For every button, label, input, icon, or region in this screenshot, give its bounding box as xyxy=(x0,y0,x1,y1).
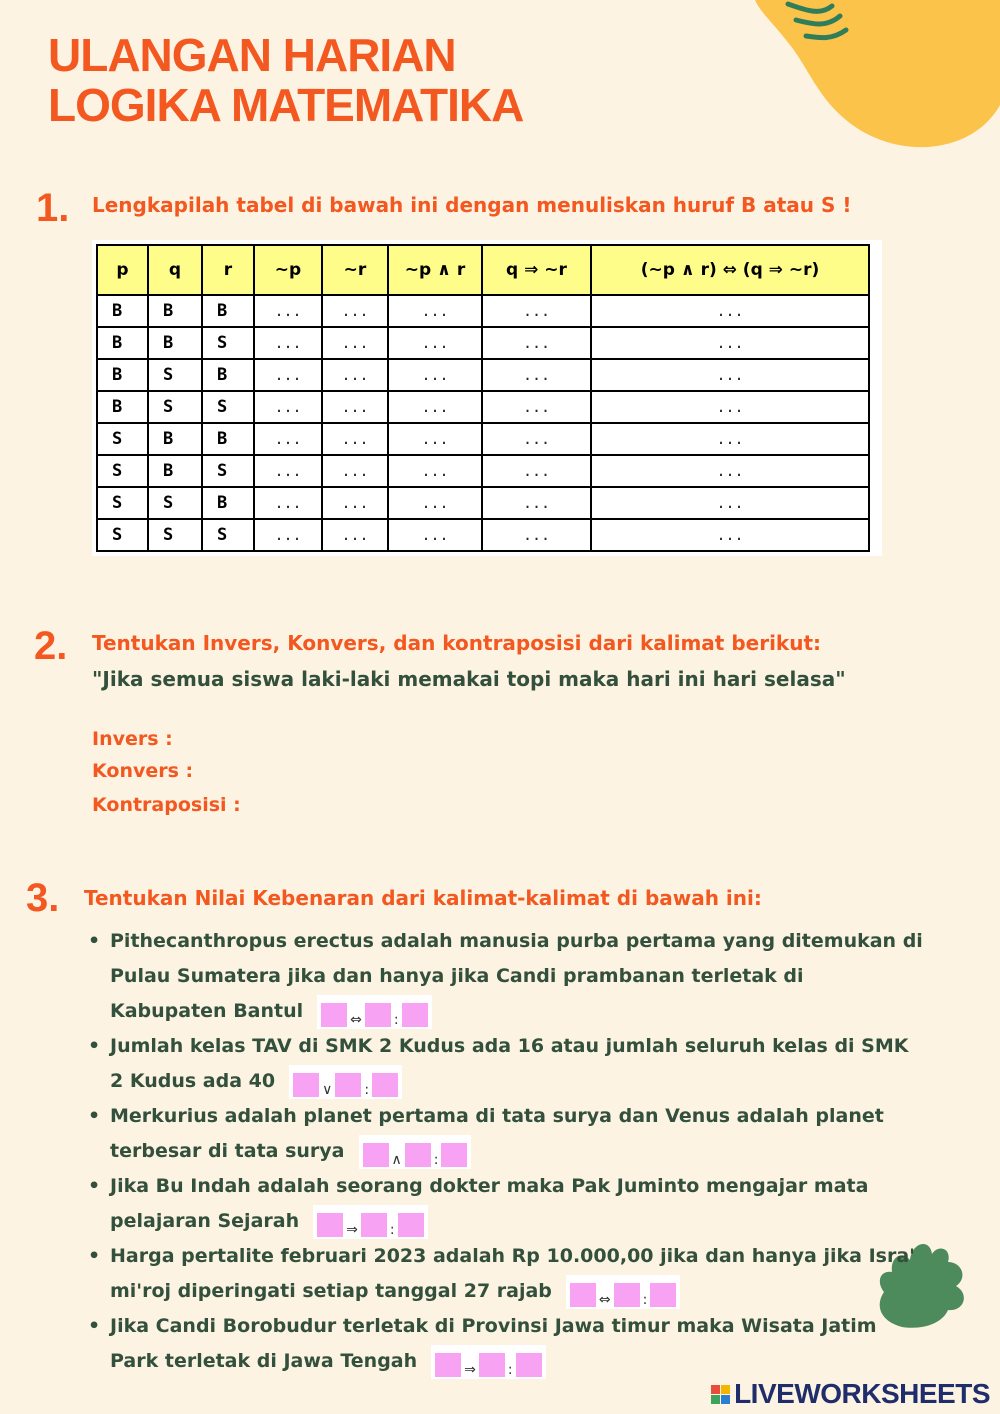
kontraposisi-label: Kontraposisi : xyxy=(92,794,241,816)
truth-value-cell: S xyxy=(202,327,254,359)
column-header: ~p ∧ r xyxy=(388,245,482,295)
truth-answer-group xyxy=(317,995,431,1029)
column-header: ~r xyxy=(322,245,388,295)
question-2-number: 2. xyxy=(34,624,68,668)
answer-box-right[interactable] xyxy=(361,1213,387,1237)
answer-cell[interactable]: ... xyxy=(388,423,482,455)
answer-box-right[interactable] xyxy=(365,1003,391,1027)
question-1-instruction: Lengkapilah tabel di bawah ini dengan menuliskan huruf B atau S ! xyxy=(92,193,852,217)
statement-text: Jika Candi Borobudur terletak di Provinsi Jawa timur maka Wisata Jatim Park terletak di Jawa Tengah xyxy=(110,1315,877,1372)
table-row xyxy=(97,295,869,327)
column-header: ~p xyxy=(254,245,322,295)
table-row xyxy=(97,423,869,455)
separator-symbol: : xyxy=(642,1291,648,1308)
answer-box-left[interactable] xyxy=(293,1073,319,1097)
column-header: (~p ∧ r) ⇔ (q ⇒ ~r) xyxy=(591,245,869,295)
column-header: q xyxy=(148,245,202,295)
answer-cell[interactable]: ... xyxy=(482,359,591,391)
answer-cell[interactable]: ... xyxy=(591,327,869,359)
truth-answer-group xyxy=(289,1065,402,1099)
answer-cell[interactable]: ... xyxy=(254,487,322,519)
answer-cell[interactable]: ... xyxy=(388,327,482,359)
answer-cell[interactable]: ... xyxy=(388,519,482,551)
truth-answer-group xyxy=(313,1205,427,1239)
answer-cell[interactable]: ... xyxy=(591,455,869,487)
separator-symbol: : xyxy=(507,1361,513,1378)
answer-cell[interactable]: ... xyxy=(388,487,482,519)
answer-box-right[interactable] xyxy=(335,1073,361,1097)
column-header: r xyxy=(202,245,254,295)
table-row xyxy=(97,327,869,359)
truth-value-cell: B xyxy=(97,327,148,359)
answer-cell[interactable]: ... xyxy=(388,455,482,487)
answer-box-result[interactable] xyxy=(441,1143,467,1167)
page-title xyxy=(48,30,523,130)
operator-symbol: ⇒ xyxy=(346,1221,358,1238)
invers-label: Invers : xyxy=(92,728,173,750)
corner-blob-decoration xyxy=(750,0,1000,160)
answer-cell[interactable]: ... xyxy=(591,295,869,327)
statement-text: Jumlah kelas TAV di SMK 2 Kudus ada 16 atau jumlah seluruh kelas di SMK 2 Kudus ada 40 xyxy=(110,1035,909,1092)
answer-cell[interactable]: ... xyxy=(591,359,869,391)
table-row xyxy=(97,487,869,519)
truth-value-cell: B xyxy=(97,295,148,327)
truth-value-cell: S xyxy=(148,519,202,551)
answer-box-left[interactable] xyxy=(435,1353,461,1377)
truth-value-cell: S xyxy=(202,519,254,551)
answer-box-result[interactable] xyxy=(398,1213,424,1237)
answer-cell[interactable]: ... xyxy=(591,391,869,423)
answer-box-result[interactable] xyxy=(372,1073,398,1097)
truth-value-cell: S xyxy=(97,455,148,487)
answer-cell[interactable]: ... xyxy=(388,391,482,423)
statement-text: Merkurius adalah planet pertama di tata surya dan Venus adalah planet terbesar di tata surya xyxy=(110,1105,884,1162)
list-item xyxy=(84,1099,924,1169)
question-1-number: 1. xyxy=(36,186,70,230)
separator-symbol: : xyxy=(433,1151,439,1168)
answer-cell[interactable]: ... xyxy=(482,327,591,359)
title-line-1: ULANGAN HARIAN xyxy=(48,29,456,81)
answer-cell[interactable]: ... xyxy=(254,295,322,327)
truth-value-cell: B xyxy=(97,391,148,423)
truth-value-cell: S xyxy=(148,391,202,423)
statement-text: Harga pertalite februari 2023 adalah Rp 10.000,00 jika dan hanya jika Isra' mi'roj diperingati setiap tanggal 27 rajab xyxy=(110,1245,915,1302)
answer-box-result[interactable] xyxy=(650,1283,676,1307)
operator-symbol: ∨ xyxy=(322,1081,333,1098)
answer-box-right[interactable] xyxy=(479,1353,505,1377)
truth-value-cell: B xyxy=(148,455,202,487)
truth-value-cell: B xyxy=(148,295,202,327)
truth-answer-group xyxy=(431,1345,545,1379)
list-item xyxy=(84,1169,924,1239)
answer-cell[interactable]: ... xyxy=(322,423,388,455)
answer-cell[interactable]: ... xyxy=(482,295,591,327)
answer-box-result[interactable] xyxy=(516,1353,542,1377)
answer-box-left[interactable] xyxy=(570,1283,596,1307)
question-2-statement: "Jika semua siswa laki-laki memakai topi maka hari ini hari selasa" xyxy=(92,667,846,691)
truth-value-cell: B xyxy=(148,327,202,359)
table-row xyxy=(97,391,869,423)
truth-table xyxy=(96,244,870,552)
statement-list xyxy=(84,924,924,1379)
question-2-instruction: Tentukan Invers, Konvers, dan kontraposisi dari kalimat berikut: xyxy=(92,631,822,655)
answer-cell[interactable]: ... xyxy=(254,327,322,359)
truth-value-cell: S xyxy=(148,359,202,391)
answer-cell[interactable]: ... xyxy=(482,423,591,455)
truth-value-cell: S xyxy=(148,487,202,519)
table-row xyxy=(97,519,869,551)
operator-symbol: ∧ xyxy=(391,1151,402,1168)
answer-cell[interactable]: ... xyxy=(254,455,322,487)
logo-icon xyxy=(711,1385,730,1404)
truth-value-cell: B xyxy=(97,359,148,391)
answer-box-left[interactable] xyxy=(317,1213,343,1237)
answer-cell[interactable]: ... xyxy=(322,455,388,487)
answer-cell[interactable]: ... xyxy=(254,391,322,423)
answer-box-left[interactable] xyxy=(321,1003,347,1027)
konvers-label: Konvers : xyxy=(92,760,194,782)
answer-cell[interactable]: ... xyxy=(322,391,388,423)
operator-symbol: ⇒ xyxy=(464,1361,476,1378)
answer-cell[interactable]: ... xyxy=(388,359,482,391)
liveworksheets-logo xyxy=(711,1378,990,1410)
list-item xyxy=(84,924,924,1029)
answer-cell[interactable]: ... xyxy=(591,519,869,551)
operator-symbol: ⇔ xyxy=(350,1011,362,1028)
answer-cell[interactable]: ... xyxy=(591,423,869,455)
separator-symbol: : xyxy=(389,1221,395,1238)
truth-value-cell: S xyxy=(97,487,148,519)
answer-box-left[interactable] xyxy=(363,1143,389,1167)
truth-value-cell: B xyxy=(148,423,202,455)
truth-table-container xyxy=(92,240,882,556)
answer-cell[interactable]: ... xyxy=(322,487,388,519)
answer-cell[interactable]: ... xyxy=(322,519,388,551)
answer-box-right[interactable] xyxy=(614,1283,640,1307)
separator-symbol: : xyxy=(364,1081,370,1098)
list-item xyxy=(84,1239,924,1309)
answer-cell[interactable]: ... xyxy=(254,359,322,391)
answer-cell[interactable]: ... xyxy=(322,359,388,391)
answer-box-right[interactable] xyxy=(405,1143,431,1167)
logo-text: LIVEWORKSHEETS xyxy=(734,1378,990,1409)
statement-text: Pithecanthropus erectus adalah manusia purba pertama yang ditemukan di Pulau Sumatera jika dan hanya jika Candi prambanan terletak di Kabupaten Bantul xyxy=(110,930,923,1022)
answer-cell[interactable]: ... xyxy=(254,423,322,455)
truth-value-cell: S xyxy=(97,519,148,551)
separator-symbol: : xyxy=(393,1011,399,1028)
truth-answer-group xyxy=(566,1275,680,1309)
answer-box-result[interactable] xyxy=(402,1003,428,1027)
table-header-row xyxy=(97,245,869,295)
list-item xyxy=(84,1029,924,1099)
table-row xyxy=(97,359,869,391)
table-row xyxy=(97,455,869,487)
truth-answer-group xyxy=(359,1135,472,1169)
answer-cell[interactable]: ... xyxy=(322,295,388,327)
answer-cell[interactable]: ... xyxy=(482,519,591,551)
truth-value-cell: S xyxy=(97,423,148,455)
truth-value-cell: S xyxy=(202,391,254,423)
truth-value-cell: B xyxy=(202,295,254,327)
truth-value-cell: B xyxy=(202,359,254,391)
answer-cell[interactable]: ... xyxy=(254,519,322,551)
truth-value-cell: S xyxy=(202,455,254,487)
answer-cell[interactable]: ... xyxy=(482,487,591,519)
column-header: q ⇒ ~r xyxy=(482,245,591,295)
answer-cell[interactable]: ... xyxy=(591,487,869,519)
statement-text: Jika Bu Indah adalah seorang dokter maka Pak Juminto mengajar mata pelajaran Sejarah xyxy=(110,1175,869,1232)
question-3-instruction: Tentukan Nilai Kebenaran dari kalimat-kalimat di bawah ini: xyxy=(84,886,762,910)
column-header: p xyxy=(97,245,148,295)
answer-cell[interactable]: ... xyxy=(388,295,482,327)
truth-value-cell: B xyxy=(202,487,254,519)
operator-symbol: ⇔ xyxy=(598,1291,611,1308)
truth-value-cell: B xyxy=(202,423,254,455)
question-3-number: 3. xyxy=(26,876,60,920)
list-item xyxy=(84,1309,924,1379)
answer-cell[interactable]: ... xyxy=(482,391,591,423)
answer-cell[interactable]: ... xyxy=(322,327,388,359)
answer-cell[interactable]: ... xyxy=(482,455,591,487)
title-line-2: LOGIKA MATEMATIKA xyxy=(48,79,524,131)
